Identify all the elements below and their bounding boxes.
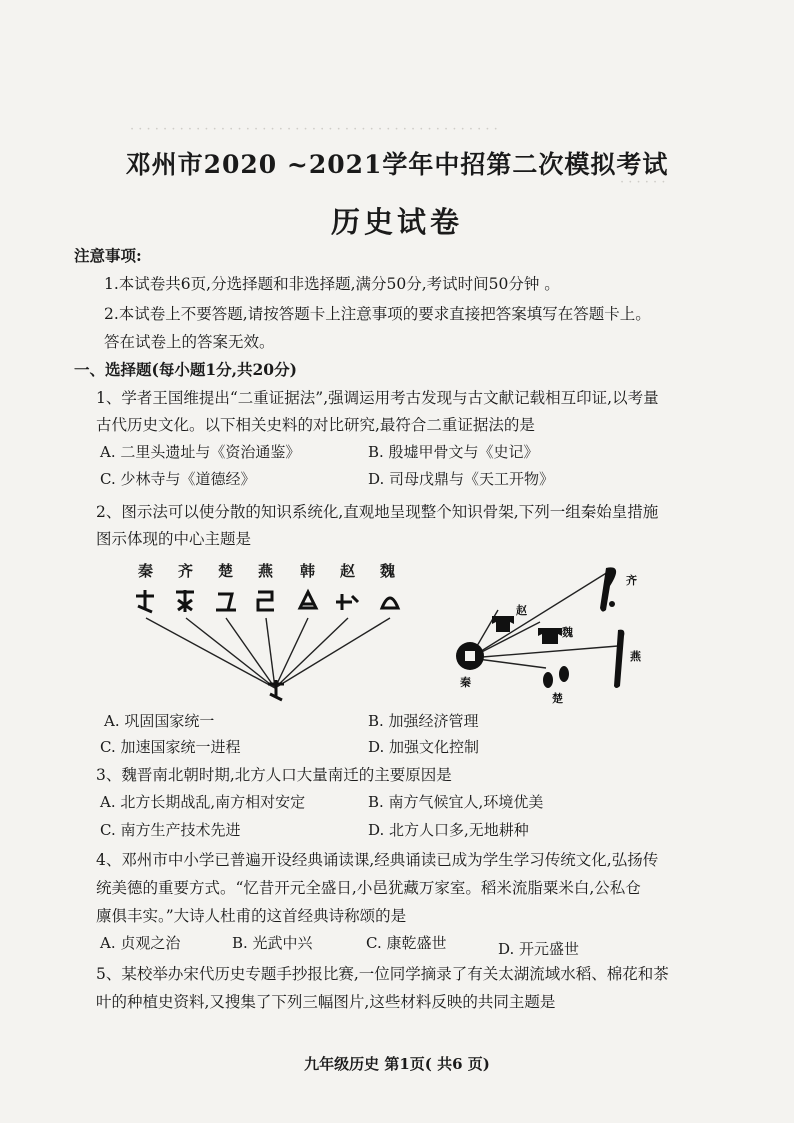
- ant-nose-coin-icon: [543, 672, 553, 688]
- currency-label-wei: 魏: [562, 626, 573, 639]
- coin-hole-icon: [465, 651, 475, 661]
- question-2-option-d: D. 加强文化控制: [368, 738, 480, 756]
- seal-script-icon: [268, 680, 284, 700]
- connector-line: [470, 572, 608, 658]
- question-3-option-b: B. 南方气候宜人,环境优美: [368, 793, 544, 811]
- question-1-stem-cont: 古代历史文化。以下相关史料的对比研究,最符合二重证据法的是: [96, 416, 535, 434]
- state-label-wei: 魏: [380, 562, 396, 580]
- question-4-option-a: A. 贞观之治: [100, 934, 181, 952]
- connector-line: [275, 618, 348, 688]
- unified-script-diagram: [130, 560, 420, 710]
- question-4-option-d: D. 开元盛世: [498, 940, 580, 958]
- state-label-chu: 楚: [218, 562, 234, 580]
- connector-line: [470, 646, 618, 658]
- notice-heading: 注意事项:: [74, 246, 142, 265]
- question-2-stem-cont: 图示体现的中心主题是: [96, 530, 252, 548]
- question-4-option-b: B. 光武中兴: [232, 934, 313, 952]
- glyph-variant-icon: [216, 594, 236, 610]
- question-2-option-c: C. 加速国家统一进程: [100, 738, 241, 756]
- state-label-zhao: 赵: [340, 562, 356, 580]
- question-2-option-a: A. 巩固国家统一: [104, 712, 215, 730]
- question-1-option-d: D. 司母戊鼎与《天工开物》: [368, 470, 555, 488]
- question-3-option-c: C. 南方生产技术先进: [100, 821, 241, 839]
- question-1-option-b: B. 殷墟甲骨文与《史记》: [368, 443, 539, 461]
- glyph-variant-icon: [136, 590, 154, 612]
- connector-line: [186, 618, 275, 688]
- state-label-qi: 齐: [178, 562, 194, 580]
- spade-coin-icon: [492, 616, 514, 632]
- question-4-stem-cont: 统美德的重要方式。“忆昔开元全盛日,小邑犹藏万家室。稻米流脂粟米白,公私仓: [96, 879, 641, 897]
- page-footer: 九年级历史 第1页( 共6 页): [304, 1055, 490, 1073]
- glyph-variant-icon: [300, 592, 316, 608]
- currency-label-yan: 燕: [630, 650, 641, 663]
- knife-coin-ring-icon: [609, 601, 615, 607]
- glyph-variant-icon: [382, 598, 398, 608]
- question-1-stem: 1、学者王国维提出“二重证据法”,强调运用考古发现与古文献记载相互印证,以考量: [96, 389, 659, 407]
- question-3-option-a: A. 北方长期战乱,南方相对安定: [100, 793, 306, 811]
- connector-line: [146, 618, 275, 688]
- question-5-stem: 5、某校举办宋代历史专题手抄报比赛,一位同学摘录了有关太湖流域水稻、棉花和茶: [96, 965, 669, 983]
- notice-item-1: 1.本试卷共6页,分选择题和非选择题,满分50分,考试时间50分钟 。: [104, 275, 560, 293]
- exam-subtitle: 历史试卷: [330, 205, 463, 239]
- question-1-option-a: A. 二里头遗址与《资治通鉴》: [100, 443, 301, 461]
- spade-coin-icon: [538, 628, 562, 644]
- glyph-variant-icon: [258, 592, 274, 610]
- question-5-stem-cont: 叶的种植史资料,又搜集了下列三幅图片,这些材料反映的共同主题是: [96, 993, 556, 1011]
- bleed-through-text: · · · · · ·: [620, 175, 666, 190]
- currency-label-zhao: 赵: [516, 604, 527, 617]
- question-3-option-d: D. 北方人口多,无地耕种: [368, 821, 529, 839]
- state-label-han: 韩: [300, 562, 316, 580]
- currency-label-qin: 秦: [460, 676, 471, 689]
- ant-nose-coin-icon: [559, 666, 569, 682]
- currency-label-qi: 齐: [626, 574, 637, 587]
- question-3-stem: 3、魏晋南北朝时期,北方人口大量南迁的主要原因是: [96, 766, 452, 784]
- question-4-stem-cont: 廪俱丰实。”大诗人杜甫的这首经典诗称颂的是: [96, 907, 407, 925]
- knife-coin-icon: [614, 630, 624, 688]
- question-2-option-b: B. 加强经济管理: [368, 712, 479, 730]
- question-4-option-c: C. 康乾盛世: [366, 934, 447, 952]
- notice-item-2: 2.本试卷上不要答题,请按答题卡上注意事项的要求直接把答案填写在答题卡上。: [104, 305, 651, 323]
- question-4-stem: 4、邓州市中小学已普遍开设经典诵读课,经典诵读已成为学生学习传统文化,弘扬传: [96, 851, 659, 869]
- question-2-stem: 2、图示法可以使分散的知识系统化,直观地呈现整个知识骨架,下列一组秦始皇措施: [96, 503, 659, 521]
- notice-item-2-cont: 答在试卷上的答案无效。: [104, 333, 275, 351]
- state-label-qin: 秦: [138, 562, 154, 580]
- exam-title: 邓州市2020 ~2021学年中招第二次模拟考试: [125, 150, 669, 179]
- state-label-yan: 燕: [258, 562, 274, 580]
- currency-label-chu: 楚: [552, 692, 563, 705]
- glyph-variant-icon: [336, 594, 358, 610]
- question-1-option-c: C. 少林寺与《道德经》: [100, 470, 256, 488]
- section-heading: 一、选择题(每小题1分,共20分): [74, 360, 297, 379]
- bleed-through-text: · · · · · · · · · · · · · · · · · · · · · · · · · · · · · · · · · · · · · · · · · · · · ·: [130, 122, 498, 137]
- unified-currency-diagram: [440, 558, 670, 708]
- glyph-variant-icon: [176, 590, 194, 612]
